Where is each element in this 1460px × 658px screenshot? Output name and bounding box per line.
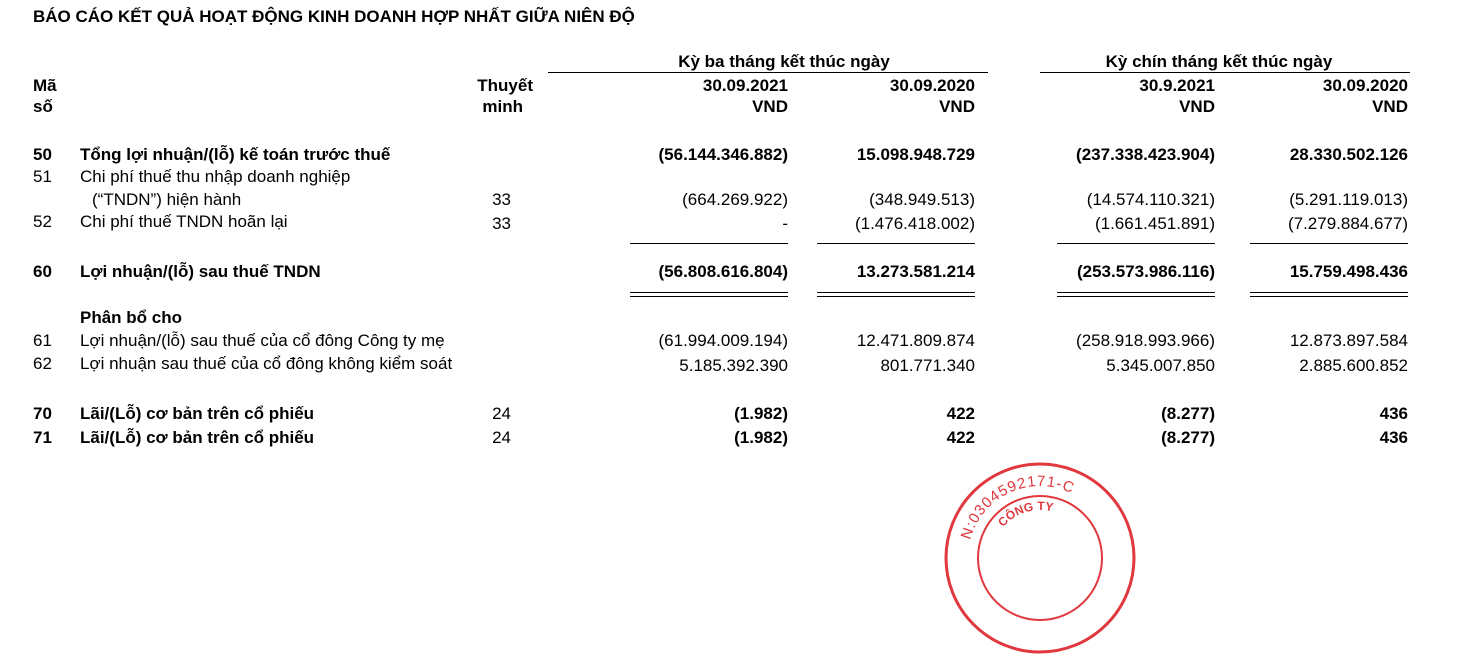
row-60-label: Lợi nhuận/(lỗ) sau thuế TNDN [80,262,321,281]
row-71-value-2: 422 [946,428,975,447]
total-double-line-1 [630,292,788,297]
note-header-line1: Thuyết [477,76,533,95]
row-52-note: 33 [492,214,511,233]
row-70-value-3: (8.277) [1161,404,1215,423]
row-51-note: 33 [492,190,511,209]
subtotal-line-1 [630,243,788,244]
row-51-label-line2: (“TNDN”) hiện hành [92,190,242,209]
row-70-note: 24 [492,404,511,423]
row-62-label: Lợi nhuận sau thuế của cổ đông không kiểm soát [80,354,453,373]
code-header-line2: số [33,97,53,116]
row-51-code: 51 [33,167,52,186]
seal-inner-ring [978,496,1102,620]
row-71-label: Lãi/(Lỗ) cơ bản trên cổ phiếu [80,428,315,447]
currency-header-1: VND [752,97,788,116]
row-51-label-line1: Chi phí thuế thu nhập doanh nghiệp [80,167,351,186]
nine-months-underline [1040,72,1410,73]
report-title: BÁO CÁO KẾT QUẢ HOẠT ĐỘNG KINH DOANH HỢP NHẤT GIỮA NIÊN ĐỘ [33,7,635,26]
row-52-label: Chi phí thuế TNDN hoãn lại [80,212,288,231]
row-52-value-1: - [782,214,788,233]
row-70-value-1: (1.982) [734,404,788,423]
company-seal [940,458,1140,658]
seal-text-inner: CÔNG TY [995,498,1055,530]
row-50-value-2: 15.098.948.729 [856,145,975,164]
row-50-label: Tổng lợi nhuận/(lỗ) kế toán trước thuế [80,145,391,164]
seal-text: N:0304592171-C [957,472,1078,542]
row-71-value-1: (1.982) [734,428,788,447]
period-header-4: 30.09.2020 [1322,76,1408,95]
seal-outer-ring [946,464,1134,652]
subtotal-line-2 [817,243,975,244]
row-51-value-3: (14.574.110.321) [1086,190,1215,209]
period-header-2: 30.09.2020 [889,76,975,95]
row-51-value-2: (348.949.513) [869,190,975,209]
row-60-value-3: (253.573.986.116) [1076,262,1215,281]
row-50-value-4: 28.330.502.126 [1289,145,1408,164]
row-50-value-3: (237.338.423.904) [1076,145,1215,164]
row-52-value-4: (7.279.884.677) [1287,214,1408,233]
row-71-value-3: (8.277) [1161,428,1215,447]
row-52-value-2: (1.476.418.002) [854,214,975,233]
total-double-line-4 [1250,292,1408,297]
row-71-code: 71 [33,428,52,447]
row-61-value-1: (61.994.009.194) [658,331,788,350]
row-52-value-3: (1.661.451.891) [1094,214,1215,233]
row-60-value-2: 13.273.581.214 [856,262,975,281]
subtotal-line-3 [1057,243,1215,244]
row-61-value-3: (258.918.993.966) [1076,331,1215,350]
subtotal-line-4 [1250,243,1408,244]
row-71-note: 24 [492,428,511,447]
total-double-line-2 [817,292,975,297]
row-70-value-4: 436 [1379,404,1408,423]
row-61-label: Lợi nhuận/(lỗ) sau thuế của cổ đông Công ty mẹ [80,331,445,350]
row-60-value-4: 15.759.498.436 [1289,262,1408,281]
row-50-code: 50 [33,145,52,164]
row-62-value-4: 2.885.600.852 [1299,356,1408,375]
row-62-value-2: 801.771.340 [880,356,975,375]
allocation-heading: Phân bổ cho [80,308,182,327]
code-header-line1: Mã [33,76,57,95]
row-52-code: 52 [33,212,52,231]
row-60-value-1: (56.808.616.804) [658,262,788,281]
row-61-value-4: 12.873.897.584 [1289,331,1408,350]
row-50-value-1: (56.144.346.882) [658,145,788,164]
row-62-value-3: 5.345.007.850 [1106,356,1215,375]
note-header-line2: minh [482,97,523,116]
three-months-underline [548,72,988,73]
currency-header-2: VND [939,97,975,116]
currency-header-3: VND [1179,97,1215,116]
row-62-code: 62 [33,354,52,373]
period-header-1: 30.09.2021 [702,76,788,95]
row-70-label: Lãi/(Lỗ) cơ bản trên cổ phiếu [80,404,315,423]
row-61-value-2: 12.471.809.874 [856,331,975,350]
row-61-code: 61 [33,331,52,350]
period-header-3: 30.9.2021 [1139,76,1215,95]
total-double-line-3 [1057,292,1215,297]
row-60-code: 60 [33,262,52,281]
row-62-value-1: 5.185.392.390 [679,356,788,375]
row-70-value-2: 422 [946,404,975,423]
row-70-code: 70 [33,404,52,423]
row-51-value-1: (664.269.922) [682,190,788,209]
currency-header-4: VND [1372,97,1408,116]
row-51-value-4: (5.291.119.013) [1289,190,1408,209]
three-months-group-header: Kỳ ba tháng kết thúc ngày [678,52,890,71]
row-71-value-4: 436 [1379,428,1408,447]
nine-months-group-header: Kỳ chín tháng kết thúc ngày [1105,52,1333,71]
